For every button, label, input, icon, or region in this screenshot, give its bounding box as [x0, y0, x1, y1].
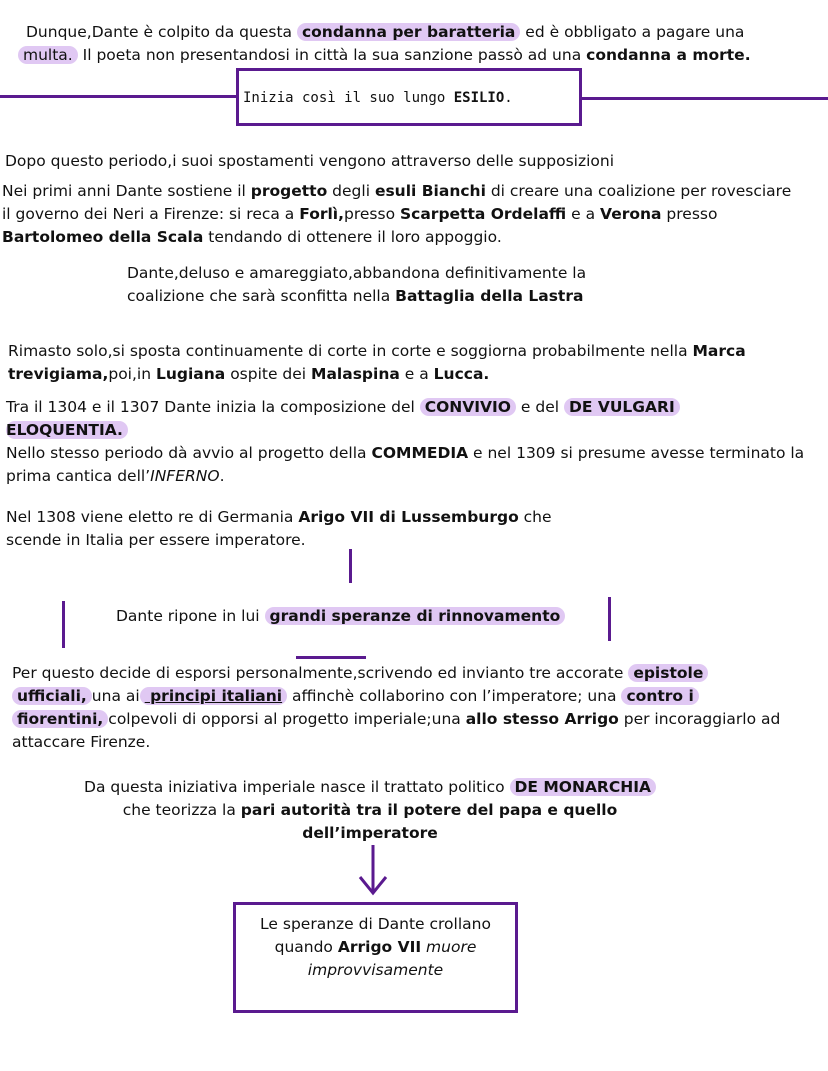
- exile-box: [236, 68, 582, 126]
- final-box: [233, 902, 518, 1013]
- highlight-de-monarchia: DE MONARCHIA: [510, 778, 656, 796]
- paragraph-condanna: Dunque,Dante è colpito da questa condanna per baratteria ed è obbligato a pagare una multa. Il poeta non presentandosi in città la sua sanzione passò ad una condanna a morte.: [18, 21, 808, 67]
- paragraph-epistole: Per questo decide di esporsi personalmente,scrivendo ed invianto tre accorate epistole ufficiali, una ai principi italiani affinchè collaborino con l’imperatore; una contro i fiorentini, colpevoli di opporsi al progetto imperiale;una allo stesso Arrigo per incoraggiarlo ad attaccare Firenze.: [12, 664, 781, 751]
- highlight-fiorentini: fiorentini,: [12, 710, 108, 728]
- paragraph-arigo: Nel 1308 viene eletto re di Germania Arigo VII di Lussemburgo che scende in Italia per essere imperatore.: [6, 508, 552, 549]
- paragraph-spostamenti: Dopo questo periodo,i suoi spostamenti vengono attraverso delle supposizioni: [5, 152, 615, 170]
- connector-vertical-top: [349, 549, 352, 583]
- connector-vertical-right: [608, 597, 611, 641]
- paragraph-deluso: Dante,deluso e amareggiato,abbandona definitivamente la coalizione che sarà sconfitta nella Battaglia della Lastra: [127, 264, 587, 305]
- highlight-de-vulgari: DE VULGARI: [564, 398, 680, 416]
- down-arrow-icon: [356, 845, 390, 897]
- highlight-condanna-baratteria: condanna per baratteria: [297, 23, 520, 41]
- paragraph-de-monarchia: Da questa iniziativa imperiale nasce il trattato politico DE MONARCHIA che teorizza la pari autorità tra il potere del papa e quello dell’imperatore: [70, 776, 670, 845]
- exile-text: Inizia così il suo lungo ESILIO.: [243, 90, 513, 106]
- highlight-convivio: CONVIVIO: [420, 398, 516, 416]
- exile-line-right: [580, 97, 828, 100]
- connector-horizontal: [296, 656, 366, 659]
- paragraph-rimasto-solo: Rimasto solo,si sposta continuamente di corte in corte e soggiorna probabilmente nella Marca trevigiama,poi,in Lugiana ospite dei Malaspina e a Lucca.: [8, 342, 746, 383]
- exile-line-left: [0, 95, 238, 98]
- paragraph-opere: Tra il 1304 e il 1307 Dante inizia la composizione del CONVIVIO e del DE VULGARI ELOQUENTIA. Nello stesso periodo dà avvio al progetto della COMMEDIA e nel 1309 si presume avesse terminato la prima cantica dell’INFERNO.: [6, 398, 805, 485]
- final-text: Le speranze di Dante crollano quando Arrigo VII muore improvvisamente: [260, 915, 491, 979]
- highlight-contro-i: contro i: [621, 687, 698, 705]
- highlight-eloquentia: ELOQUENTIA.: [6, 421, 128, 439]
- paragraph-esuli-bianchi: Nei primi anni Dante sostiene il progetto degli esuli Bianchi di creare una coalizione per rovesciare il governo dei Neri a Firenze: si reca a Forlì,presso Scarpetta Ordelaffi e a Verona presso Bartolomeo della Scala tendando di ottenere il loro appoggio.: [2, 182, 792, 246]
- highlight-ufficiali: ufficiali,: [12, 687, 92, 705]
- paragraph-speranze: Dante ripone in lui grandi speranze di rinnovamento: [116, 605, 596, 628]
- highlight-grandi-speranze: grandi speranze di rinnovamento: [265, 607, 566, 625]
- highlight-epistole: epistole: [628, 664, 708, 682]
- highlight-principi-italiani: principi italiani: [140, 687, 287, 705]
- connector-vertical-left: [62, 601, 65, 648]
- highlight-multa: multa.: [18, 46, 78, 64]
